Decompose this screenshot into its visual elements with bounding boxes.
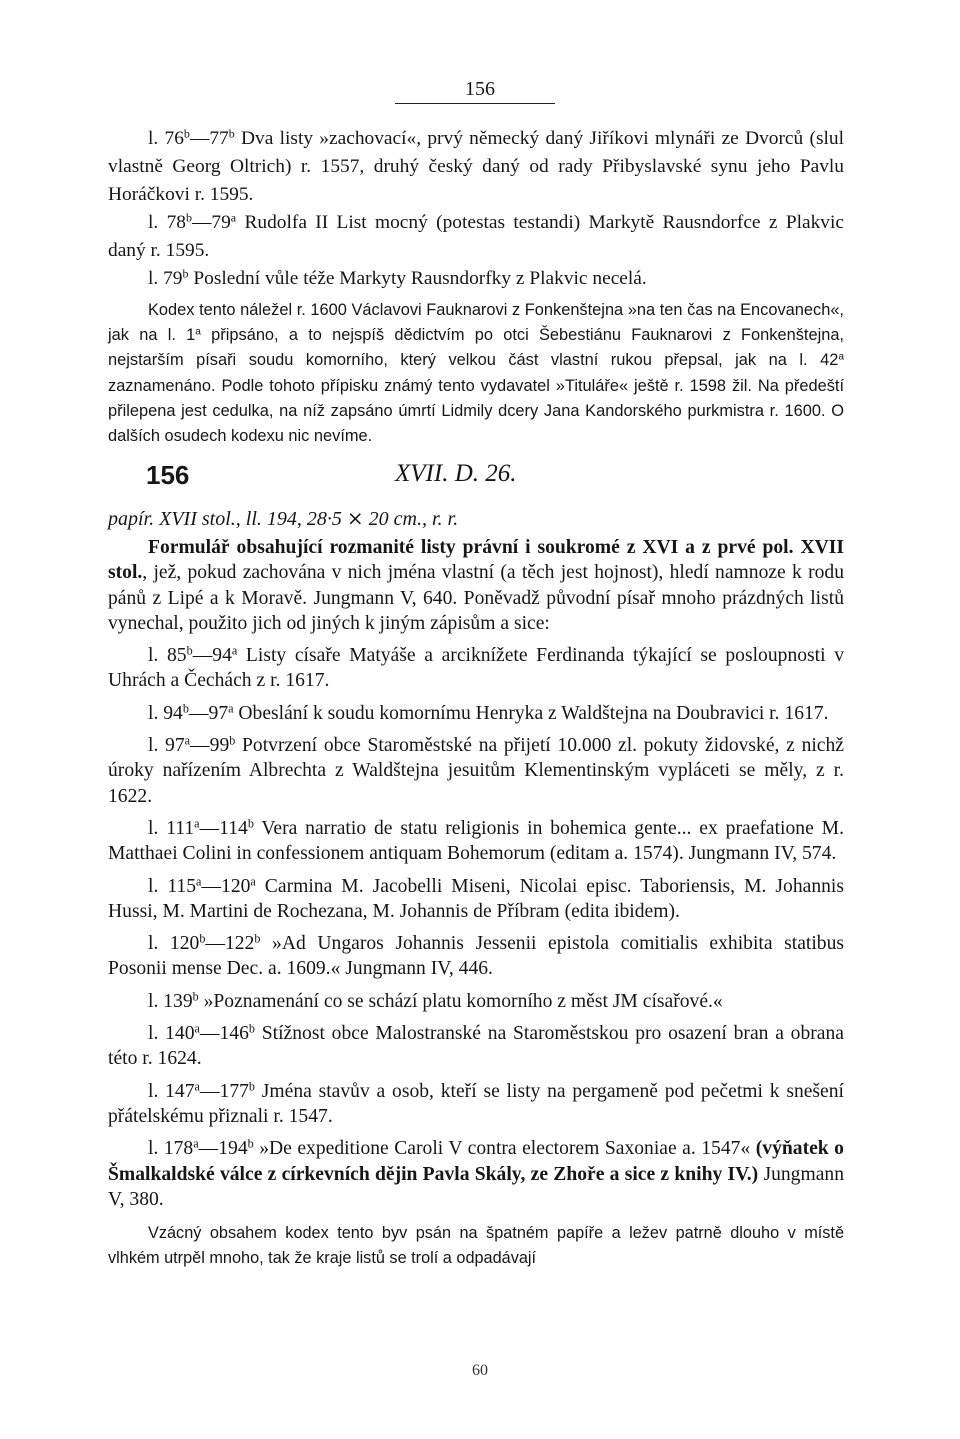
list-item: l. 111$^a$—114$^b$ Vera narratio de statu religionis in bohemica gente... ex praefatione M. Matthaei Colini in confessionem antiquam Bohemorum (editam a. 1574). Jungmann IV, 574. xyxy=(108,816,844,865)
entry-last-item-wrap xyxy=(108,1136,844,1212)
list-item: l. 78$^b$—79$^a$ Rudolfa II List mocný (potestas testandi) Markytě Rausndorfce z Plakvic daný r. 1595. xyxy=(108,210,844,261)
physical-description: papír. XVII stol., ll. 194, 28·5 ⨯ 20 cm., r. r. xyxy=(108,508,459,530)
provenance-note: Kodex tento náležel r. 1600 Václavovi Fauknarovi z Fonkenštejna »na ten čas na Encovanech«, jak na l. 1$^a$ připsáno, a to nejspíš dědictvím po otci Šebestiánu Fauknarovi z Fonkenštejna, nejstarším písaři soudu komorního, který velkou část vlastní rukou přepsal, jak na l. 42$^a$ zaznamenáno. Podle tohoto přípisku známý tento vydavatel »Tituláře« ještě r. 1598 žil. Na předeští přilepena jest cedulka, na níž zapsáno úmrtí Lidmily dcery Jana Kandorského purkmistra r. 1600. O dalších osudech kodexu nic nevíme. xyxy=(108,301,844,446)
list-item: l. 139$^b$ »Poznamenání co se schází platu komorního z měst JM císařové.« xyxy=(148,989,723,1012)
entry-items xyxy=(108,643,844,1129)
list-item: l. 97$^a$—99$^b$ Potvrzení obce Staroměstské na přijetí 10.000 zl. pokuty židovské, z nichž úroky nařízením Albrechta z Waldštejna jesuitům Klementinským vypláceti se měly, z r. 1622. xyxy=(108,733,844,807)
entry-title: Formulář obsahující rozmanité listy právní i soukromé z XVI a z prvé pol. XVII stol., jež, pokud zachována v nich jména vlastní (a těch jest hojnost), hledí namnoze k rodu pánů z Lipé a k Moravě. Jungmann V, 640. Poněvadž původní písař mnoho prázdných listů vynechal, použito jich od jiných k jiným zápisům a sice: xyxy=(108,537,844,634)
entry-heading xyxy=(0,460,960,500)
list-item: l. 76$^b$—77$^b$ Dva listy »zachovací«, prvý německý daný Jiříkovi mlynáři ze Dvorců (slul vlastně Georg Oltrich) r. 1557, druhý český daný od rady Přibyslavské synu jeho Pavlu Horáčkovi r. 1595. xyxy=(108,126,844,205)
list-item: l. 147$^a$—177$^b$ Jména stavův a osob, kteří se listy na pergameně pod pečetmi k snešení přátelskému přiznali r. 1547. xyxy=(108,1078,844,1127)
previous-entry-items xyxy=(108,125,844,293)
entry-body xyxy=(108,535,844,1271)
closing-note: Vzácný obsahem kodex tento byv psán na špatném papíře a ležev patrně dlouho v místě vlhkém utrpěl mnoho, tak že kraje listů se trolí a odpadávají xyxy=(108,1224,844,1268)
list-item: l. 178$^a$—194$^b$ »De expeditione Caroli V contra electorem Saxoniae a. 1547« (výňatek o Šmalkaldské válce z církevních dějin Pavla Skály, ze Zhoře a sice z knihy IV.) Jungmann V, 380. xyxy=(108,1136,844,1210)
list-item: l. 140$^a$—146$^b$ Stížnost obce Malostranské na Staroměstskou pro osazení bran a obrana této r. 1624. xyxy=(108,1021,844,1070)
list-item: l. 79$^b$ Poslední vůle téže Markyty Rausndorfky z Plakvic necelá. xyxy=(148,266,647,289)
signature-mark: 60 xyxy=(472,1362,488,1379)
shelf-mark: XVII. D. 26. xyxy=(395,460,517,487)
entry-number: 156 xyxy=(146,460,190,490)
list-item: l. 85$^b$—94$^a$ Listy císaře Matyáše a arciknížete Ferdinanda týkající se posloupnosti v Uhrách a Čechách z r. 1617. xyxy=(108,643,845,692)
list-item: l. 120$^b$—122$^b$ »Ad Ungaros Johannis Jessenii epistola comitialis exhibita statibus Posonii mense Dec. a. 1609.« Jungmann IV, 446. xyxy=(108,931,844,980)
list-item: l. 94$^b$—97$^a$ Obeslání k soudu komornímu Henryka z Waldštejna na Doubravici r. 1617. xyxy=(148,701,829,724)
previous-entry xyxy=(108,125,844,449)
list-item: l. 115$^a$—120$^a$ Carmina M. Jacobelli Miseni, Nicolai episc. Taboriensis, M. Johannis Hussi, M. Martini de Rochezana, M. Johannis de Příbram (edita ibidem). xyxy=(108,873,844,922)
header-rule xyxy=(395,103,555,104)
page-number: 156 xyxy=(465,78,495,100)
